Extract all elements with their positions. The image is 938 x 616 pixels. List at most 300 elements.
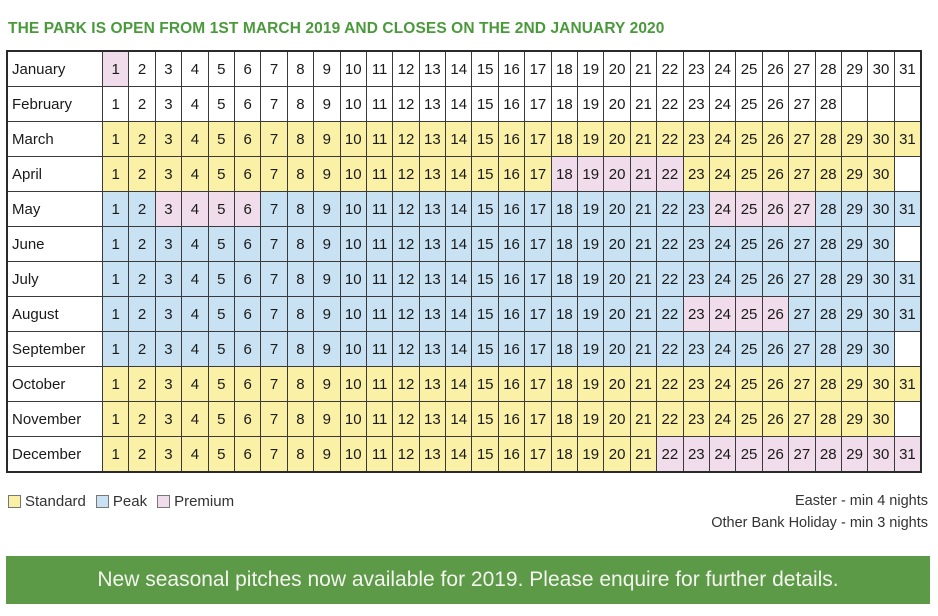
day-cell: 2 bbox=[129, 262, 155, 297]
day-cell: 27 bbox=[789, 402, 815, 437]
day-cell: 10 bbox=[340, 297, 366, 332]
day-cell: 7 bbox=[261, 367, 287, 402]
day-cell: 20 bbox=[604, 437, 630, 473]
month-label: August bbox=[7, 297, 103, 332]
day-cell: 23 bbox=[683, 297, 709, 332]
day-cell: 11 bbox=[366, 402, 392, 437]
day-cell: 3 bbox=[155, 227, 181, 262]
day-cell: 6 bbox=[234, 262, 260, 297]
month-label: February bbox=[7, 87, 103, 122]
day-cell: 21 bbox=[630, 437, 656, 473]
day-cell: 19 bbox=[578, 122, 604, 157]
day-cell: 6 bbox=[234, 297, 260, 332]
day-cell: 9 bbox=[314, 437, 340, 473]
day-cell: 5 bbox=[208, 157, 234, 192]
day-cell: 11 bbox=[366, 332, 392, 367]
day-cell: 26 bbox=[762, 51, 788, 87]
day-cell: 18 bbox=[551, 402, 577, 437]
day-cell: 27 bbox=[789, 332, 815, 367]
day-cell: 8 bbox=[287, 367, 313, 402]
day-cell: 8 bbox=[287, 227, 313, 262]
day-cell: 31 bbox=[894, 297, 921, 332]
day-cell: 25 bbox=[736, 192, 762, 227]
day-cell: 31 bbox=[894, 262, 921, 297]
day-cell: 5 bbox=[208, 367, 234, 402]
day-cell: 16 bbox=[498, 402, 524, 437]
peak-swatch-icon bbox=[96, 495, 109, 508]
day-cell: 28 bbox=[815, 297, 841, 332]
day-cell: 11 bbox=[366, 297, 392, 332]
day-cell: 27 bbox=[789, 87, 815, 122]
day-cell: 2 bbox=[129, 297, 155, 332]
day-cell: 2 bbox=[129, 87, 155, 122]
month-label: January bbox=[7, 51, 103, 87]
day-cell: 26 bbox=[762, 87, 788, 122]
day-cell: 6 bbox=[234, 367, 260, 402]
day-cell: 6 bbox=[234, 437, 260, 473]
day-cell: 13 bbox=[419, 402, 445, 437]
day-cell: 21 bbox=[630, 51, 656, 87]
day-cell: 28 bbox=[815, 87, 841, 122]
day-cell: 28 bbox=[815, 402, 841, 437]
empty-day-cell bbox=[894, 87, 921, 122]
day-cell: 16 bbox=[498, 332, 524, 367]
day-cell: 14 bbox=[446, 227, 472, 262]
day-cell: 3 bbox=[155, 87, 181, 122]
day-cell: 22 bbox=[657, 192, 683, 227]
day-cell: 5 bbox=[208, 122, 234, 157]
day-cell: 19 bbox=[578, 262, 604, 297]
day-cell: 12 bbox=[393, 262, 419, 297]
month-row-april bbox=[7, 157, 921, 192]
day-cell: 13 bbox=[419, 332, 445, 367]
day-cell: 1 bbox=[103, 367, 129, 402]
month-row-november bbox=[7, 402, 921, 437]
day-cell: 17 bbox=[525, 402, 551, 437]
day-cell: 15 bbox=[472, 367, 498, 402]
day-cell: 26 bbox=[762, 297, 788, 332]
day-cell: 15 bbox=[472, 227, 498, 262]
day-cell: 4 bbox=[182, 227, 208, 262]
day-cell: 19 bbox=[578, 402, 604, 437]
day-cell: 28 bbox=[815, 227, 841, 262]
day-cell: 10 bbox=[340, 332, 366, 367]
day-cell: 25 bbox=[736, 227, 762, 262]
day-cell: 28 bbox=[815, 157, 841, 192]
day-cell: 4 bbox=[182, 367, 208, 402]
day-cell: 25 bbox=[736, 51, 762, 87]
day-cell: 29 bbox=[841, 227, 867, 262]
day-cell: 21 bbox=[630, 227, 656, 262]
day-cell: 26 bbox=[762, 367, 788, 402]
day-cell: 26 bbox=[762, 122, 788, 157]
day-cell: 22 bbox=[657, 437, 683, 473]
day-cell: 16 bbox=[498, 51, 524, 87]
day-cell: 5 bbox=[208, 192, 234, 227]
day-cell: 7 bbox=[261, 402, 287, 437]
day-cell: 1 bbox=[103, 437, 129, 473]
day-cell: 13 bbox=[419, 262, 445, 297]
day-cell: 30 bbox=[868, 227, 894, 262]
bank-holiday-note: Other Bank Holiday - min 3 nights bbox=[711, 515, 928, 531]
day-cell: 27 bbox=[789, 437, 815, 473]
day-cell: 9 bbox=[314, 122, 340, 157]
day-cell: 24 bbox=[709, 87, 735, 122]
day-cell: 22 bbox=[657, 227, 683, 262]
day-cell: 2 bbox=[129, 402, 155, 437]
day-cell: 16 bbox=[498, 157, 524, 192]
day-cell: 16 bbox=[498, 87, 524, 122]
day-cell: 12 bbox=[393, 437, 419, 473]
day-cell: 7 bbox=[261, 87, 287, 122]
empty-day-cell bbox=[894, 402, 921, 437]
day-cell: 24 bbox=[709, 262, 735, 297]
day-cell: 28 bbox=[815, 122, 841, 157]
day-cell: 13 bbox=[419, 192, 445, 227]
day-cell: 14 bbox=[446, 402, 472, 437]
day-cell: 26 bbox=[762, 332, 788, 367]
day-cell: 13 bbox=[419, 87, 445, 122]
day-cell: 19 bbox=[578, 367, 604, 402]
day-cell: 16 bbox=[498, 367, 524, 402]
day-cell: 19 bbox=[578, 227, 604, 262]
day-cell: 13 bbox=[419, 297, 445, 332]
day-cell: 29 bbox=[841, 402, 867, 437]
day-cell: 14 bbox=[446, 367, 472, 402]
pricing-calendar bbox=[6, 50, 922, 473]
day-cell: 21 bbox=[630, 332, 656, 367]
day-cell: 25 bbox=[736, 332, 762, 367]
day-cell: 6 bbox=[234, 157, 260, 192]
day-cell: 26 bbox=[762, 157, 788, 192]
day-cell: 12 bbox=[393, 122, 419, 157]
day-cell: 24 bbox=[709, 122, 735, 157]
day-cell: 12 bbox=[393, 192, 419, 227]
day-cell: 14 bbox=[446, 192, 472, 227]
day-cell: 20 bbox=[604, 227, 630, 262]
day-cell: 18 bbox=[551, 51, 577, 87]
day-cell: 2 bbox=[129, 122, 155, 157]
day-cell: 4 bbox=[182, 297, 208, 332]
day-cell: 21 bbox=[630, 122, 656, 157]
day-cell: 2 bbox=[129, 367, 155, 402]
day-cell: 4 bbox=[182, 87, 208, 122]
day-cell: 3 bbox=[155, 367, 181, 402]
day-cell: 25 bbox=[736, 87, 762, 122]
day-cell: 28 bbox=[815, 367, 841, 402]
day-cell: 1 bbox=[103, 332, 129, 367]
day-cell: 11 bbox=[366, 262, 392, 297]
day-cell: 30 bbox=[868, 157, 894, 192]
day-cell: 25 bbox=[736, 402, 762, 437]
day-cell: 21 bbox=[630, 192, 656, 227]
day-cell: 18 bbox=[551, 157, 577, 192]
day-cell: 20 bbox=[604, 402, 630, 437]
day-cell: 23 bbox=[683, 367, 709, 402]
day-cell: 6 bbox=[234, 51, 260, 87]
day-cell: 26 bbox=[762, 227, 788, 262]
day-cell: 9 bbox=[314, 157, 340, 192]
month-label: May bbox=[7, 192, 103, 227]
day-cell: 12 bbox=[393, 227, 419, 262]
day-cell: 6 bbox=[234, 87, 260, 122]
day-cell: 8 bbox=[287, 297, 313, 332]
day-cell: 15 bbox=[472, 262, 498, 297]
day-cell: 12 bbox=[393, 367, 419, 402]
day-cell: 25 bbox=[736, 157, 762, 192]
day-cell: 12 bbox=[393, 87, 419, 122]
day-cell: 9 bbox=[314, 227, 340, 262]
day-cell: 2 bbox=[129, 437, 155, 473]
day-cell: 8 bbox=[287, 402, 313, 437]
day-cell: 15 bbox=[472, 437, 498, 473]
day-cell: 31 bbox=[894, 122, 921, 157]
day-cell: 4 bbox=[182, 122, 208, 157]
day-cell: 27 bbox=[789, 122, 815, 157]
day-cell: 22 bbox=[657, 262, 683, 297]
day-cell: 13 bbox=[419, 157, 445, 192]
seasonal-pitches-banner bbox=[6, 556, 930, 604]
day-cell: 19 bbox=[578, 51, 604, 87]
day-cell: 19 bbox=[578, 297, 604, 332]
day-cell: 29 bbox=[841, 157, 867, 192]
day-cell: 17 bbox=[525, 437, 551, 473]
day-cell: 17 bbox=[525, 332, 551, 367]
day-cell: 23 bbox=[683, 157, 709, 192]
day-cell: 15 bbox=[472, 297, 498, 332]
day-cell: 18 bbox=[551, 367, 577, 402]
day-cell: 29 bbox=[841, 367, 867, 402]
day-cell: 17 bbox=[525, 51, 551, 87]
day-cell: 14 bbox=[446, 437, 472, 473]
day-cell: 10 bbox=[340, 157, 366, 192]
day-cell: 4 bbox=[182, 157, 208, 192]
day-cell: 22 bbox=[657, 87, 683, 122]
day-cell: 23 bbox=[683, 402, 709, 437]
month-row-december bbox=[7, 437, 921, 473]
page-title: THE PARK IS OPEN FROM 1ST MARCH 2019 AND CLOSES ON THE 2ND JANUARY 2020 bbox=[8, 20, 665, 37]
day-cell: 19 bbox=[578, 192, 604, 227]
day-cell: 18 bbox=[551, 297, 577, 332]
day-cell: 30 bbox=[868, 437, 894, 473]
day-cell: 24 bbox=[709, 297, 735, 332]
day-cell: 10 bbox=[340, 87, 366, 122]
day-cell: 22 bbox=[657, 402, 683, 437]
day-cell: 9 bbox=[314, 297, 340, 332]
day-cell: 6 bbox=[234, 332, 260, 367]
day-cell: 14 bbox=[446, 87, 472, 122]
day-cell: 29 bbox=[841, 51, 867, 87]
day-cell: 15 bbox=[472, 157, 498, 192]
day-cell: 14 bbox=[446, 157, 472, 192]
day-cell: 30 bbox=[868, 192, 894, 227]
day-cell: 19 bbox=[578, 332, 604, 367]
day-cell: 4 bbox=[182, 437, 208, 473]
legend-peak bbox=[96, 493, 147, 510]
day-cell: 2 bbox=[129, 157, 155, 192]
day-cell: 27 bbox=[789, 192, 815, 227]
day-cell: 1 bbox=[103, 192, 129, 227]
day-cell: 9 bbox=[314, 262, 340, 297]
legend-peak-label: Peak bbox=[112, 493, 148, 510]
day-cell: 11 bbox=[366, 51, 392, 87]
month-row-february bbox=[7, 87, 921, 122]
day-cell: 27 bbox=[789, 227, 815, 262]
day-cell: 27 bbox=[789, 367, 815, 402]
day-cell: 14 bbox=[446, 122, 472, 157]
day-cell: 29 bbox=[841, 122, 867, 157]
day-cell: 4 bbox=[182, 51, 208, 87]
day-cell: 18 bbox=[551, 227, 577, 262]
day-cell: 17 bbox=[525, 367, 551, 402]
day-cell: 5 bbox=[208, 437, 234, 473]
day-cell: 18 bbox=[551, 192, 577, 227]
day-cell: 1 bbox=[103, 51, 129, 87]
day-cell: 30 bbox=[868, 332, 894, 367]
day-cell: 16 bbox=[498, 192, 524, 227]
day-cell: 14 bbox=[446, 297, 472, 332]
day-cell: 20 bbox=[604, 367, 630, 402]
day-cell: 29 bbox=[841, 262, 867, 297]
day-cell: 20 bbox=[604, 192, 630, 227]
day-cell: 21 bbox=[630, 367, 656, 402]
day-cell: 11 bbox=[366, 122, 392, 157]
empty-day-cell bbox=[841, 87, 867, 122]
day-cell: 4 bbox=[182, 262, 208, 297]
day-cell: 20 bbox=[604, 332, 630, 367]
day-cell: 13 bbox=[419, 51, 445, 87]
legend-premium bbox=[157, 493, 234, 510]
day-cell: 5 bbox=[208, 297, 234, 332]
day-cell: 13 bbox=[419, 227, 445, 262]
day-cell: 24 bbox=[709, 367, 735, 402]
month-row-may bbox=[7, 192, 921, 227]
day-cell: 6 bbox=[234, 402, 260, 437]
standard-swatch-icon bbox=[8, 495, 21, 508]
day-cell: 13 bbox=[419, 367, 445, 402]
day-cell: 9 bbox=[314, 87, 340, 122]
day-cell: 4 bbox=[182, 192, 208, 227]
day-cell: 27 bbox=[789, 157, 815, 192]
day-cell: 8 bbox=[287, 332, 313, 367]
day-cell: 17 bbox=[525, 297, 551, 332]
day-cell: 11 bbox=[366, 192, 392, 227]
day-cell: 17 bbox=[525, 122, 551, 157]
month-row-march bbox=[7, 122, 921, 157]
day-cell: 17 bbox=[525, 227, 551, 262]
day-cell: 6 bbox=[234, 227, 260, 262]
month-row-july bbox=[7, 262, 921, 297]
day-cell: 4 bbox=[182, 332, 208, 367]
month-label: July bbox=[7, 262, 103, 297]
day-cell: 23 bbox=[683, 262, 709, 297]
day-cell: 26 bbox=[762, 262, 788, 297]
day-cell: 3 bbox=[155, 157, 181, 192]
day-cell: 29 bbox=[841, 192, 867, 227]
day-cell: 20 bbox=[604, 157, 630, 192]
day-cell: 11 bbox=[366, 367, 392, 402]
day-cell: 10 bbox=[340, 122, 366, 157]
day-cell: 7 bbox=[261, 297, 287, 332]
day-cell: 7 bbox=[261, 262, 287, 297]
month-row-january bbox=[7, 51, 921, 87]
day-cell: 12 bbox=[393, 157, 419, 192]
day-cell: 19 bbox=[578, 87, 604, 122]
day-cell: 7 bbox=[261, 192, 287, 227]
day-cell: 8 bbox=[287, 437, 313, 473]
day-cell: 10 bbox=[340, 402, 366, 437]
day-cell: 30 bbox=[868, 297, 894, 332]
day-cell: 30 bbox=[868, 367, 894, 402]
day-cell: 14 bbox=[446, 262, 472, 297]
day-cell: 23 bbox=[683, 437, 709, 473]
day-cell: 18 bbox=[551, 437, 577, 473]
day-cell: 3 bbox=[155, 437, 181, 473]
day-cell: 15 bbox=[472, 402, 498, 437]
day-cell: 13 bbox=[419, 437, 445, 473]
day-cell: 7 bbox=[261, 157, 287, 192]
day-cell: 30 bbox=[868, 402, 894, 437]
day-cell: 28 bbox=[815, 262, 841, 297]
day-cell: 30 bbox=[868, 262, 894, 297]
day-cell: 31 bbox=[894, 51, 921, 87]
day-cell: 16 bbox=[498, 227, 524, 262]
premium-swatch-icon bbox=[157, 495, 170, 508]
day-cell: 10 bbox=[340, 227, 366, 262]
day-cell: 5 bbox=[208, 262, 234, 297]
day-cell: 4 bbox=[182, 402, 208, 437]
day-cell: 5 bbox=[208, 51, 234, 87]
day-cell: 10 bbox=[340, 51, 366, 87]
day-cell: 25 bbox=[736, 122, 762, 157]
day-cell: 30 bbox=[868, 51, 894, 87]
month-label: October bbox=[7, 367, 103, 402]
day-cell: 18 bbox=[551, 87, 577, 122]
day-cell: 9 bbox=[314, 192, 340, 227]
day-cell: 1 bbox=[103, 297, 129, 332]
day-cell: 31 bbox=[894, 192, 921, 227]
day-cell: 11 bbox=[366, 87, 392, 122]
day-cell: 7 bbox=[261, 122, 287, 157]
day-cell: 22 bbox=[657, 51, 683, 87]
day-cell: 25 bbox=[736, 262, 762, 297]
legend-premium-label: Premium bbox=[174, 493, 235, 510]
day-cell: 8 bbox=[287, 51, 313, 87]
day-cell: 21 bbox=[630, 87, 656, 122]
month-label: June bbox=[7, 227, 103, 262]
day-cell: 17 bbox=[525, 157, 551, 192]
day-cell: 12 bbox=[393, 402, 419, 437]
day-cell: 15 bbox=[472, 192, 498, 227]
day-cell: 8 bbox=[287, 157, 313, 192]
month-label: April bbox=[7, 157, 103, 192]
day-cell: 16 bbox=[498, 437, 524, 473]
day-cell: 10 bbox=[340, 437, 366, 473]
month-row-september bbox=[7, 332, 921, 367]
empty-day-cell bbox=[868, 87, 894, 122]
day-cell: 27 bbox=[789, 51, 815, 87]
day-cell: 24 bbox=[709, 332, 735, 367]
day-cell: 28 bbox=[815, 51, 841, 87]
empty-day-cell bbox=[894, 157, 921, 192]
banner-text: New seasonal pitches now available for 2019. Please enquire for further details. bbox=[97, 568, 839, 591]
day-cell: 29 bbox=[841, 332, 867, 367]
day-cell: 5 bbox=[208, 227, 234, 262]
day-cell: 22 bbox=[657, 332, 683, 367]
month-row-june bbox=[7, 227, 921, 262]
day-cell: 27 bbox=[789, 297, 815, 332]
day-cell: 28 bbox=[815, 437, 841, 473]
